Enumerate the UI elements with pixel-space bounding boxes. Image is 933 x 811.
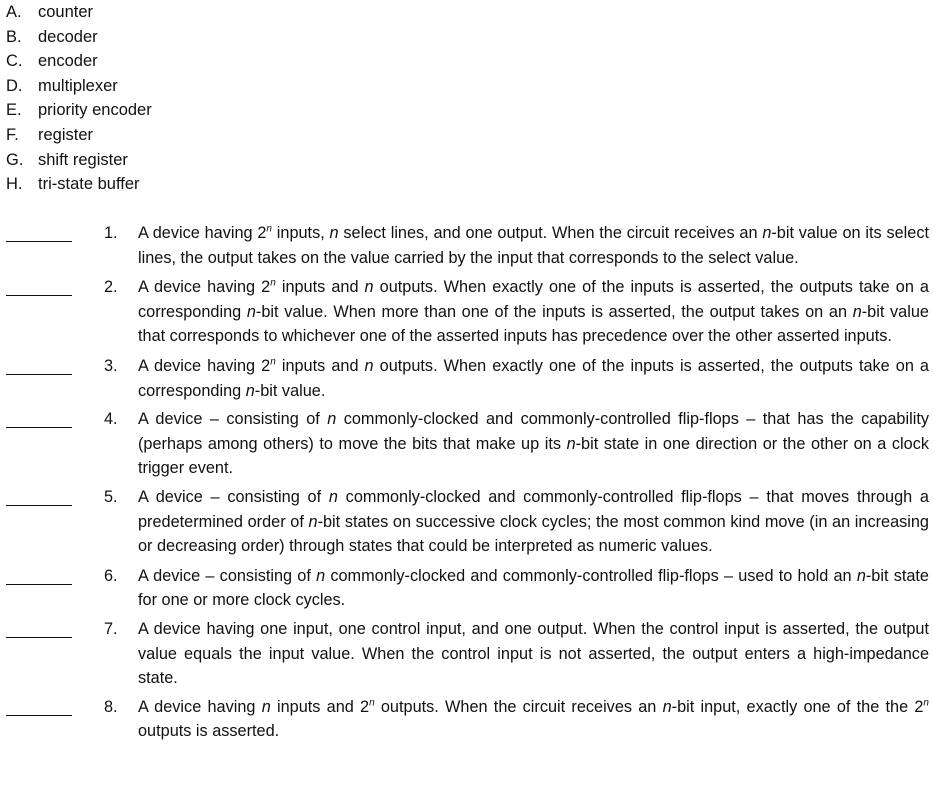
- text-run: inputs and: [275, 356, 365, 375]
- text-run: -bit input, exactly one of the the 2: [671, 697, 924, 716]
- option-label: shift register: [38, 150, 128, 169]
- question-list: [0, 221, 933, 744]
- question-item: [0, 221, 933, 270]
- text-run: n: [327, 410, 337, 429]
- text-run: -bit value. When more than one of the inputs is asserted, the output takes on an: [255, 302, 853, 321]
- option-letter: H.: [6, 175, 23, 194]
- text-run: n: [364, 278, 374, 297]
- question-item: [0, 485, 933, 559]
- option-letter: D.: [6, 76, 23, 95]
- question-item: [0, 564, 933, 613]
- option-label: multiplexer: [38, 76, 118, 95]
- option-letter: B.: [6, 27, 22, 46]
- text-run: outputs. When the circuit receives an: [374, 697, 663, 716]
- text-run: n: [856, 566, 866, 585]
- text-run: A device – consisting of: [138, 410, 328, 429]
- option-item: [6, 74, 152, 99]
- text-run: n: [316, 566, 326, 585]
- question-number: 1.: [104, 224, 118, 242]
- question-text: [138, 221, 929, 270]
- question-item: [0, 695, 933, 744]
- option-item: [6, 123, 152, 148]
- option-label: register: [38, 125, 94, 144]
- text-run: inputs and: [275, 278, 365, 297]
- text-run: A device having 2: [138, 356, 271, 375]
- question-text: [138, 695, 929, 744]
- text-run: outputs. When exactly one of the inputs is asserted, the outputs take on a corresponding: [138, 356, 929, 400]
- option-label: encoder: [38, 52, 98, 71]
- question-text: [138, 564, 929, 613]
- text-run: n: [245, 381, 255, 400]
- text-run: n: [270, 356, 276, 368]
- option-letter: E.: [6, 101, 22, 120]
- question-number: 6.: [104, 566, 118, 585]
- question-text: [138, 407, 929, 481]
- text-run: n: [566, 434, 576, 453]
- text-run: n: [308, 512, 318, 531]
- question-number: 4.: [104, 410, 118, 429]
- question-item: [0, 275, 933, 349]
- option-letter: G.: [6, 150, 24, 169]
- text-run: -bit value.: [254, 381, 326, 400]
- question-number: 2.: [104, 278, 118, 297]
- question-number: 3.: [104, 356, 118, 375]
- text-run: n: [364, 356, 374, 375]
- answer-blank[interactable]: [6, 637, 72, 638]
- question-number: 7.: [104, 619, 118, 638]
- text-run: -bit state in one direction or the other on a clock trigger event.: [138, 434, 929, 478]
- option-letter: A.: [6, 3, 22, 21]
- answer-blank[interactable]: [6, 584, 72, 585]
- text-run: inputs,: [271, 224, 330, 242]
- option-item: [6, 172, 152, 197]
- text-run: commonly-clocked and commonly-controlled flip-flops – that moves through a predetermined order of: [138, 487, 929, 531]
- text-run: A device having: [138, 697, 262, 716]
- text-run: n: [329, 224, 339, 242]
- text-run: n: [852, 302, 862, 321]
- text-run: commonly-clocked and commonly-controlled flip-flops – that has the capability (perhaps among others) to move the bits that make up its: [138, 410, 929, 453]
- option-item: [6, 49, 152, 74]
- text-run: -bit state for one or more clock cycles.: [138, 566, 929, 610]
- option-label: priority encoder: [38, 101, 152, 120]
- text-run: select lines, and one output. When the circuit receives an: [338, 224, 763, 242]
- question-item: [0, 407, 933, 481]
- question-item: [0, 354, 933, 403]
- text-run: A device – consisting of: [138, 487, 329, 506]
- answer-blank[interactable]: [6, 295, 72, 296]
- answer-blank[interactable]: [6, 427, 72, 428]
- answer-blank[interactable]: [6, 715, 72, 716]
- text-run: n: [328, 487, 338, 506]
- question-number: 5.: [104, 487, 118, 506]
- question-text: [138, 617, 929, 691]
- question-text: [138, 275, 929, 349]
- question-text: [138, 354, 929, 403]
- text-run: A device having 2: [138, 278, 271, 297]
- answer-blank[interactable]: [6, 505, 72, 506]
- text-run: n: [662, 697, 672, 716]
- option-item: [6, 0, 152, 25]
- text-run: n: [246, 302, 256, 321]
- text-run: outputs. When exactly one of the inputs is asserted, the outputs take on a corresponding: [138, 278, 929, 321]
- text-run: A device having 2: [138, 224, 267, 242]
- text-run: n: [270, 277, 276, 289]
- answer-blank[interactable]: [6, 241, 72, 242]
- text-run: n: [261, 697, 271, 716]
- text-run: A device – consisting of: [138, 566, 317, 585]
- option-item: [6, 148, 152, 173]
- text-run: outputs is asserted.: [138, 722, 280, 741]
- text-run: -bit value that corresponds to whichever one of the asserted inputs has precedence over the other asserted inputs.: [138, 302, 929, 346]
- question-item: [0, 617, 933, 691]
- answer-options: [6, 0, 152, 197]
- text-run: A device having one input, one control input, and one output. When the control input is asserted, the output value equals the input value. When the control input is not asserted, the output enters a high-impedance state.: [138, 619, 929, 688]
- text-run: n: [762, 224, 772, 242]
- text-run: n: [923, 697, 929, 709]
- option-letter: F.: [6, 125, 19, 144]
- text-run: -bit value on its select lines, the output takes on the value carried by the input that corresponds to the select value.: [138, 224, 929, 267]
- question-text: [138, 485, 929, 559]
- option-letter: C.: [6, 52, 23, 71]
- option-item: [6, 98, 152, 123]
- option-label: tri-state buffer: [38, 175, 140, 194]
- answer-blank[interactable]: [6, 374, 72, 375]
- text-run: n: [369, 697, 375, 709]
- question-number: 8.: [104, 697, 118, 716]
- text-run: -bit states on successive clock cycles; the most common kind move (in an increasing or decreasing order) through states that could be interpreted as numeric values.: [138, 512, 929, 556]
- option-label: decoder: [38, 27, 98, 46]
- text-run: inputs and 2: [270, 697, 370, 716]
- text-run: n: [266, 223, 272, 235]
- option-item: [6, 25, 152, 50]
- option-label: counter: [38, 3, 94, 21]
- text-run: commonly-clocked and commonly-controlled flip-flops – used to hold an: [325, 566, 857, 585]
